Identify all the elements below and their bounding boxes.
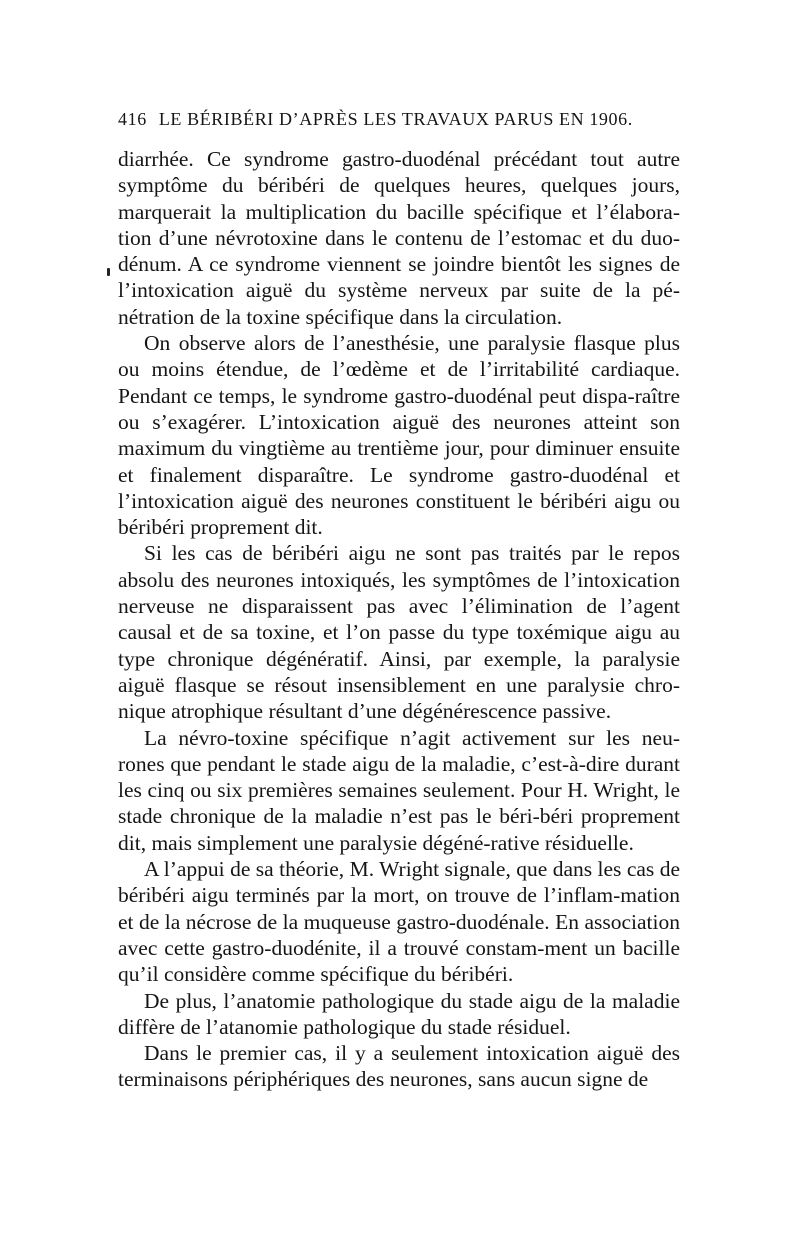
paragraph: Dans le premier cas, il y a seulement intoxication aiguë des terminaisons périphériques des neurones, sans aucun signe de (118, 1041, 680, 1092)
margin-mark (107, 268, 110, 276)
paragraph: De plus, l’anatomie pathologique du stade aigu de la maladie diffère de l’atanomie pathologique du stade résiduel. (118, 988, 680, 1039)
paragraph: On observe alors de l’anesthésie, une paralysie flasque plus ou moins étendue, de l’œdème et de l’irritabilité cardiaque. Pendant ce temps, le syndrome gastro-duodénal peut dispa-raître ou s’exagérer. L’intoxication aiguë des neurones atteint son maximum du vingtième au trentième jour, pour diminuer ensuite et finalement disparaître. Le syndrome gastro-duodénal et l’intoxication aiguë des neurones constituent le béribéri aigu ou béribéri proprement dit. (118, 331, 680, 540)
paragraph: A l’appui de sa théorie, M. Wright signale, que dans les cas de béribéri aigu terminés par la mort, on trouve de l’inflam-mation et de la nécrose de la muqueuse gastro-duodénale. En association avec cette gastro-duodénite, il a trouvé constam-ment un bacille qu’il considère comme spécifique du béribéri. (118, 857, 680, 987)
paragraph: La névro-toxine spécifique n’agit activement sur les neu-rones que pendant le stade aigu de la maladie, c’est-à-dire durant les cinq ou six premières semaines seulement. Pour H. Wright, le stade chronique de la maladie n’est pas le béri-béri proprement dit, mais simplement une paralysie dégéné-rative résiduelle. (118, 725, 680, 855)
paragraph-continued: diarrhée. Ce syndrome gastro-duodénal précédant tout autre symptôme du béribéri de quelques heures, quelques jours, marquerait la multiplication du bacille spécifique et l’élabora-tion d’une névrotoxine dans le contenu de l’estomac et du duo-dénum. A ce syndrome viennent se joindre bientôt les signes de l’intoxication aiguë du système nerveux par suite de la pé-nétration de la toxine spécifique dans la circulation. (118, 147, 680, 329)
paragraph: Si les cas de béribéri aigu ne sont pas traités par le repos absolu des neurones intoxiqués, les symptômes de l’intoxication nerveuse ne disparaissent pas avec l’élimination de l’agent causal et de sa toxine, et l’on passe du type toxémique aigu au type chronique dégénératif. Ainsi, par exemple, la paralysie aiguë flasque se résout insensiblement en une paralysie chro-nique atrophique résultant d’une dégénérescence passive. (118, 541, 680, 724)
running-header (118, 104, 680, 134)
page-number: 416 (118, 109, 147, 129)
body-text (118, 146, 680, 1093)
running-title: LE BÉRIBÉRI D’APRÈS LES TRAVAUX PARUS EN 1906. (158, 109, 633, 129)
